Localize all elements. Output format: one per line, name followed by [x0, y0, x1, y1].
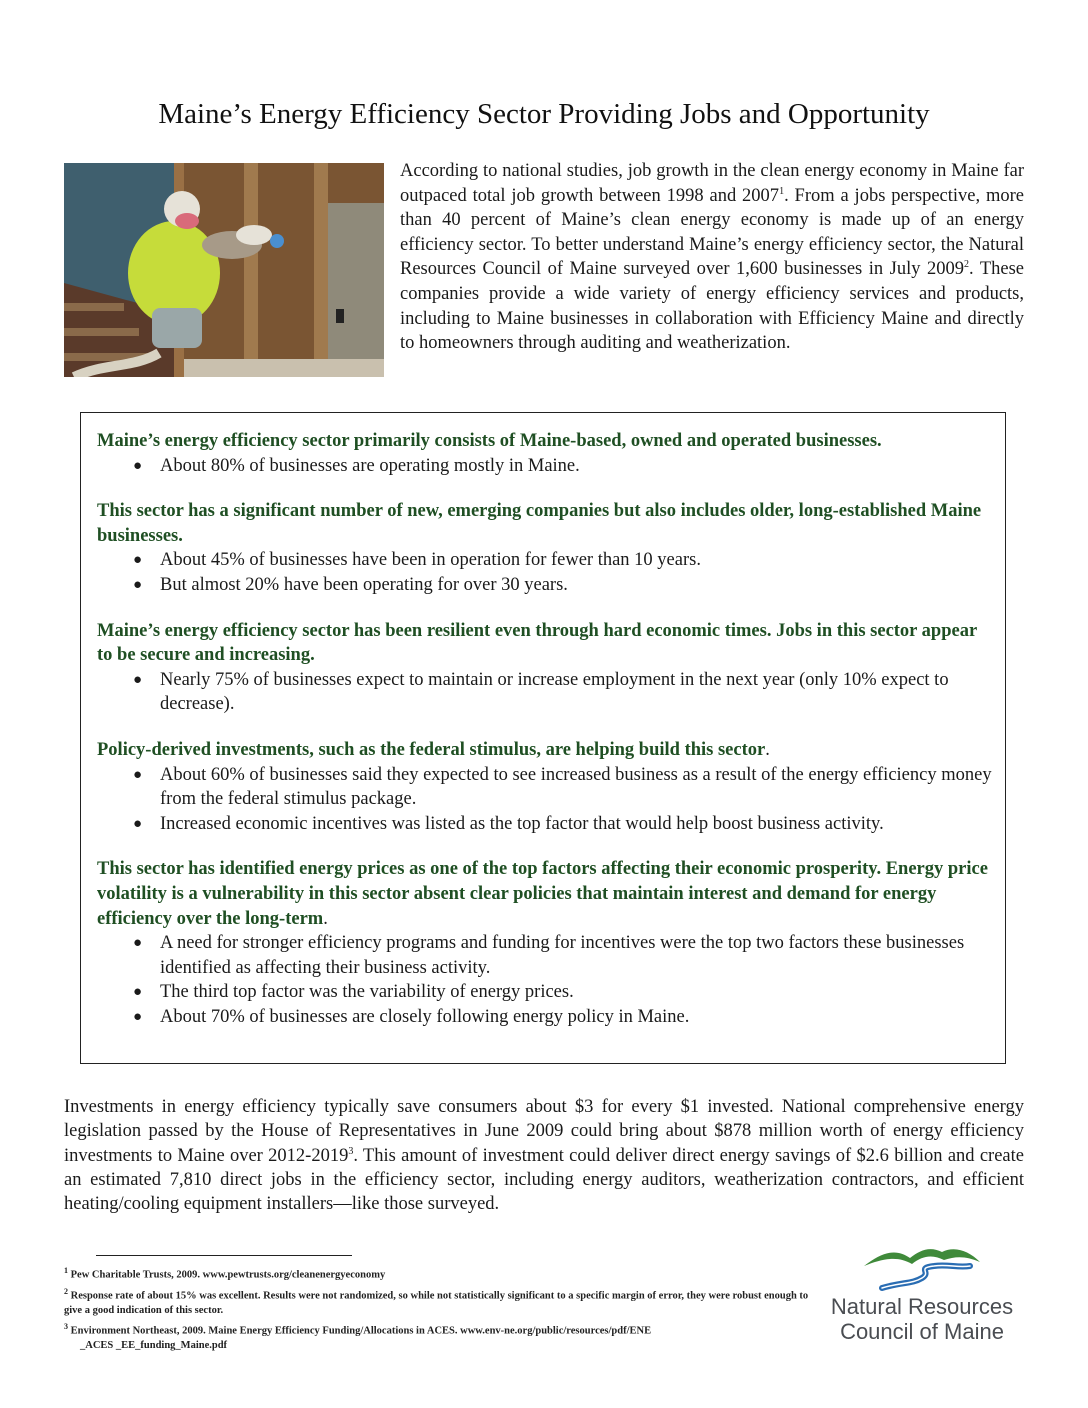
bullet-icon: ●: [133, 815, 143, 832]
finding-bullet-list: [97, 454, 995, 479]
finding-heading-text: This sector has identified energy prices as one of the top factors affecting their economic prosperity. Energy price volatility is a vulnerability in this sector absent clear policies that maintain interest and demand for energy efficiency over the long-term: [97, 859, 988, 929]
finding-bullet: [97, 668, 995, 717]
footnote-ref-1: 1: [779, 185, 785, 197]
closing-text: Investments in energy efficiency typically save consumers about $3 for every $1 invested. National comprehensive energy legislation passed by the House of Representatives in June 2009 could bring about $878 million worth of energy efficiency investments to Maine over 2012-2019: [64, 1097, 1024, 1166]
finding-bullet: [97, 454, 995, 479]
finding-bullet: [97, 812, 995, 837]
closing-paragraph: [64, 1095, 1024, 1216]
bullet-text: About 70% of businesses are closely following energy policy in Maine.: [160, 1006, 690, 1027]
closing-text: . This amount of investment could deliver direct energy savings of $2.6 billion and create an estimated 7,810 direct jobs in the efficiency sector, including energy auditors, weatherization contractors, and efficient heating/cooling equipment installers—like those surveyed.: [64, 1145, 1024, 1215]
footnote-divider: [96, 1255, 352, 1256]
intro-text: . From a jobs perspective, more than 40 percent of Maine’s clean energy economy is made up of an energy efficiency sector. To better understand Maine’s energy efficiency sector, the Natural Resources Council of Maine surveyed over 1,600 businesses in July 2009: [400, 185, 1024, 280]
footnote-number: 1: [64, 1266, 68, 1275]
finding-section: [97, 857, 995, 1029]
finding-bullet-list: [97, 548, 995, 597]
finding-heading: This sector has a significant number of new, emerging companies but also includes older, long-established Maine businesses.: [97, 501, 982, 546]
bullet-text: Increased economic incentives was listed as the top factor that would help boost business activity.: [160, 813, 884, 834]
hills-river-logo-icon: [862, 1244, 982, 1292]
finding-section: [97, 738, 995, 836]
finding-heading-end: .: [765, 739, 770, 760]
logo-line-1: Natural Resources: [830, 1294, 1014, 1319]
bullet-icon: ●: [133, 1008, 143, 1025]
finding-heading: Maine’s energy efficiency sector primarily consists of Maine-based, owned and operated businesses.: [97, 431, 882, 451]
photo-illustration: [64, 163, 384, 377]
bullet-icon: ●: [133, 576, 143, 593]
footnote-text: Response rate of about 15% was excellent. Results were not randomized, so while not statistically significant to a specific margin of error, they were robust enough to give a good indication of this sector.: [64, 1290, 809, 1316]
footnote-ref-2: 2: [964, 259, 970, 271]
logo-text: [822, 1294, 1022, 1344]
bullet-icon: ●: [133, 457, 143, 474]
bullet-text: The third top factor was the variability of energy prices.: [160, 982, 574, 1003]
footnote: [64, 1285, 814, 1318]
key-findings-box: [80, 412, 1006, 1064]
bullet-text: Nearly 75% of businesses expect to maintain or increase employment in the next year (only 10% expect to decrease).: [160, 669, 949, 715]
finding-heading: Maine’s energy efficiency sector has been resilient even through hard economic times. Jobs in this sector appear to be secure and increasing.: [97, 620, 977, 666]
footnote-text: Pew Charitable Trusts, 2009. www.pewtrusts.org/cleanenergyeconomy: [70, 1269, 386, 1281]
footnote: [64, 1320, 814, 1353]
finding-bullet: [97, 548, 995, 573]
bullet-icon: ●: [133, 552, 143, 569]
logo-line-2: Council of Maine: [840, 1319, 1004, 1344]
bullet-text: But almost 20% have been operating for over 30 years.: [160, 574, 568, 595]
intro-text: According to national studies, job growth in the clean energy economy in Maine far outpaced total job growth between 1998 and 2007: [400, 161, 1024, 206]
finding-bullet: [97, 763, 995, 812]
finding-heading-end: .: [323, 908, 328, 929]
finding-bullet-list: [97, 763, 995, 837]
intro-paragraph: [400, 159, 1024, 356]
bullet-icon: ●: [133, 766, 143, 783]
footnote-ref-3: 3: [348, 1145, 354, 1157]
worker-insulating-wall-photo: [64, 163, 384, 377]
finding-bullet: [97, 1005, 995, 1030]
finding-bullet: [97, 931, 995, 980]
bullet-text: About 45% of businesses have been in operation for fewer than 10 years.: [160, 550, 701, 571]
footnote-number: 3: [64, 1322, 68, 1332]
finding-heading: [97, 738, 995, 763]
page-title: Maine’s Energy Efficiency Sector Providing Jobs and Opportunity: [158, 98, 930, 130]
finding-section: [97, 429, 995, 478]
footnote-number: 2: [64, 1286, 68, 1296]
intro-text: . These companies provide a wide variety of energy efficiency services and products, including to Maine businesses in collaboration with Efficiency Maine and directly to homeowners through auditing and weatherization.: [400, 259, 1025, 354]
finding-section: [97, 619, 995, 717]
footnote-text-continued: _ACES _EE_funding_Maine.pdf: [80, 1340, 228, 1352]
bullet-text: About 80% of businesses are operating mostly in Maine.: [160, 455, 580, 476]
bullet-icon: ●: [133, 671, 143, 688]
finding-heading: [97, 857, 995, 931]
bullet-text: A need for stronger efficiency programs and funding for incentives were the top two factors these businesses identified as affecting their business activity.: [160, 933, 965, 978]
footnote: [64, 1264, 814, 1283]
finding-heading-text: Policy-derived investments, such as the federal stimulus, are helping build this sector: [97, 739, 766, 760]
bullet-icon: ●: [133, 984, 143, 1001]
bullet-text: About 60% of businesses said they expected to see increased business as a result of the energy efficiency money from the federal stimulus package.: [160, 764, 992, 810]
finding-bullet: [97, 573, 995, 598]
footnote-text: Environment Northeast, 2009. Maine Energy Efficiency Funding/Allocations in ACES. www.env-ne.org/public/resources/pdf/ENE: [70, 1325, 652, 1337]
finding-bullet: [97, 980, 995, 1005]
finding-bullet-list: [97, 668, 995, 717]
finding-section: [97, 499, 995, 597]
finding-bullet-list: [97, 931, 995, 1029]
nrcm-logo: [822, 1244, 1022, 1349]
footnotes: [64, 1264, 814, 1356]
bullet-icon: ●: [133, 935, 143, 952]
